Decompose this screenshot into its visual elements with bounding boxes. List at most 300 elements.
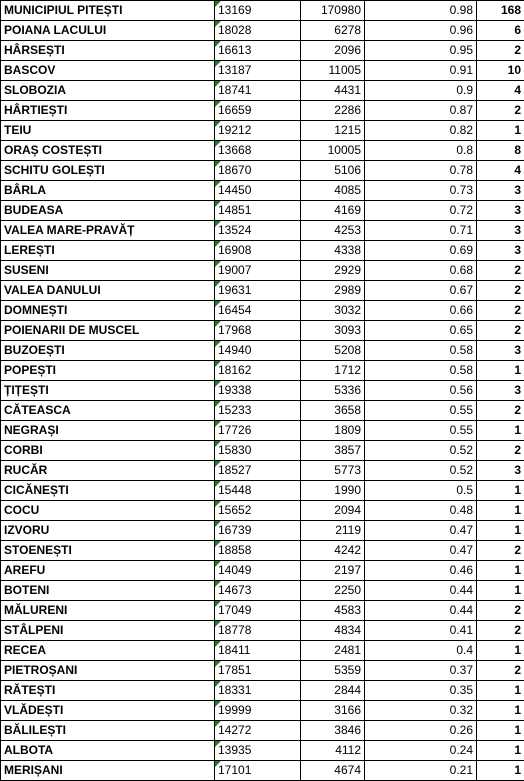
cell-code[interactable] (215, 21, 301, 41)
cell-population[interactable] (301, 321, 365, 341)
cell-count[interactable] (477, 201, 524, 221)
cell-code[interactable] (215, 1, 301, 21)
table-row (1, 681, 524, 701)
cell-name[interactable] (1, 21, 215, 41)
cell-count[interactable] (477, 461, 524, 481)
cell-code[interactable] (215, 761, 301, 781)
table-row (1, 61, 524, 81)
cell-name[interactable] (1, 261, 215, 281)
table-row (1, 561, 524, 581)
cell-population[interactable] (301, 41, 365, 61)
cell-population[interactable] (301, 61, 365, 81)
cell-code[interactable] (215, 161, 301, 181)
cell-count[interactable] (477, 421, 524, 441)
cell-code[interactable] (215, 721, 301, 741)
cell-count[interactable] (477, 1, 524, 21)
cell-code-text: 19631 (218, 283, 251, 297)
cell-population[interactable] (301, 181, 365, 201)
cell-population[interactable] (301, 601, 365, 621)
cell-count-text: 2 (514, 43, 521, 57)
cell-count[interactable] (477, 601, 524, 621)
green-triangle-icon (215, 21, 221, 27)
cell-name-text: BĂLILEȘTI (4, 723, 66, 737)
table-row (1, 381, 524, 401)
cell-population[interactable] (301, 81, 365, 101)
cell-name[interactable] (1, 601, 215, 621)
cell-ratio[interactable] (365, 61, 477, 81)
cell-name[interactable] (1, 101, 215, 121)
cell-code-text: 16908 (218, 243, 251, 257)
cell-population-text: 3166 (334, 703, 361, 717)
cell-name[interactable] (1, 481, 215, 501)
cell-population[interactable] (301, 501, 365, 521)
cell-code[interactable] (215, 281, 301, 301)
cell-population-text: 5773 (334, 463, 361, 477)
cell-count[interactable] (477, 561, 524, 581)
cell-count[interactable] (477, 81, 524, 101)
cell-name[interactable] (1, 621, 215, 641)
cell-name[interactable] (1, 381, 215, 401)
cell-population[interactable] (301, 421, 365, 441)
cell-count[interactable] (477, 121, 524, 141)
table-row (1, 21, 524, 41)
cell-population[interactable] (301, 461, 365, 481)
cell-ratio[interactable] (365, 101, 477, 121)
cell-population[interactable] (301, 301, 365, 321)
green-triangle-icon (215, 481, 221, 487)
cell-code[interactable] (215, 601, 301, 621)
cell-name[interactable] (1, 701, 215, 721)
cell-name[interactable] (1, 741, 215, 761)
cell-count[interactable] (477, 141, 524, 161)
cell-population[interactable] (301, 701, 365, 721)
cell-count[interactable] (477, 481, 524, 501)
cell-count[interactable] (477, 281, 524, 301)
cell-count[interactable] (477, 61, 524, 81)
cell-ratio[interactable] (365, 381, 477, 401)
cell-code[interactable] (215, 501, 301, 521)
cell-code[interactable] (215, 121, 301, 141)
cell-count[interactable] (477, 721, 524, 741)
table-row (1, 521, 524, 541)
cell-population[interactable] (301, 201, 365, 221)
table-row (1, 581, 524, 601)
cell-code[interactable] (215, 221, 301, 241)
cell-population[interactable] (301, 521, 365, 541)
cell-code[interactable] (215, 141, 301, 161)
cell-count-text: 1 (514, 703, 521, 717)
cell-code[interactable] (215, 441, 301, 461)
cell-ratio[interactable] (365, 201, 477, 221)
cell-code[interactable] (215, 261, 301, 281)
cell-code[interactable] (215, 701, 301, 721)
green-triangle-icon (215, 761, 221, 767)
cell-name[interactable] (1, 521, 215, 541)
cell-code-text: 13668 (218, 143, 251, 157)
cell-ratio[interactable] (365, 21, 477, 41)
cell-population[interactable] (301, 541, 365, 561)
cell-population[interactable] (301, 241, 365, 261)
cell-code[interactable] (215, 461, 301, 481)
cell-population[interactable] (301, 561, 365, 581)
green-triangle-icon (215, 121, 221, 127)
cell-ratio-text: 0.91 (450, 63, 473, 77)
cell-population[interactable] (301, 141, 365, 161)
green-triangle-icon (215, 81, 221, 87)
cell-ratio-text: 0.47 (450, 523, 473, 537)
cell-name-text: BUDEASA (4, 203, 63, 217)
cell-population-text: 2250 (334, 583, 361, 597)
cell-code-text: 18858 (218, 543, 251, 557)
cell-ratio[interactable] (365, 701, 477, 721)
cell-ratio-text: 0.24 (450, 743, 473, 757)
cell-name[interactable] (1, 61, 215, 81)
cell-ratio-text: 0.96 (450, 23, 473, 37)
cell-population-text: 3857 (334, 443, 361, 457)
cell-ratio[interactable] (365, 541, 477, 561)
cell-count-text: 2 (514, 103, 521, 117)
cell-name-text: LEREȘTI (4, 243, 55, 257)
cell-count[interactable] (477, 341, 524, 361)
cell-count[interactable] (477, 21, 524, 41)
cell-count[interactable] (477, 581, 524, 601)
cell-ratio[interactable] (365, 341, 477, 361)
cell-name[interactable] (1, 441, 215, 461)
cell-name[interactable] (1, 141, 215, 161)
cell-name[interactable] (1, 421, 215, 441)
cell-code-text: 18670 (218, 163, 251, 177)
cell-ratio[interactable] (365, 581, 477, 601)
cell-code[interactable] (215, 361, 301, 381)
cell-count[interactable] (477, 541, 524, 561)
cell-population-text: 10005 (328, 143, 361, 157)
cell-population-text: 4338 (334, 243, 361, 257)
cell-ratio[interactable] (365, 761, 477, 781)
cell-count-text: 2 (514, 323, 521, 337)
cell-name[interactable] (1, 121, 215, 141)
cell-count[interactable] (477, 761, 524, 781)
cell-code-text: 15448 (218, 483, 251, 497)
cell-name[interactable] (1, 501, 215, 521)
cell-name[interactable] (1, 81, 215, 101)
cell-population[interactable] (301, 401, 365, 421)
cell-ratio-text: 0.35 (450, 683, 473, 697)
cell-name[interactable] (1, 301, 215, 321)
cell-ratio[interactable] (365, 1, 477, 21)
cell-name[interactable] (1, 281, 215, 301)
cell-code[interactable] (215, 201, 301, 221)
cell-count[interactable] (477, 261, 524, 281)
cell-population[interactable] (301, 361, 365, 381)
cell-population[interactable] (301, 21, 365, 41)
cell-count-text: 4 (514, 163, 521, 177)
cell-ratio[interactable] (365, 181, 477, 201)
green-triangle-icon (215, 661, 221, 667)
green-triangle-icon (215, 681, 221, 687)
cell-ratio[interactable] (365, 621, 477, 641)
cell-population[interactable] (301, 761, 365, 781)
cell-population[interactable] (301, 661, 365, 681)
cell-code-text: 18411 (218, 643, 250, 657)
cell-ratio[interactable] (365, 661, 477, 681)
cell-code[interactable] (215, 181, 301, 201)
cell-code[interactable] (215, 41, 301, 61)
cell-population-text: 2989 (334, 283, 361, 297)
cell-name[interactable] (1, 401, 215, 421)
cell-ratio-text: 0.95 (450, 43, 473, 57)
cell-population[interactable] (301, 621, 365, 641)
cell-population-text: 11005 (329, 63, 361, 77)
cell-count[interactable] (477, 401, 524, 421)
cell-name[interactable] (1, 181, 215, 201)
cell-code[interactable] (215, 481, 301, 501)
cell-name-text: NEGRAȘI (4, 423, 59, 437)
cell-population[interactable] (301, 441, 365, 461)
cell-population[interactable] (301, 221, 365, 241)
cell-ratio[interactable] (365, 521, 477, 541)
green-triangle-icon (215, 561, 221, 567)
green-triangle-icon (215, 601, 221, 607)
cell-population[interactable] (301, 481, 365, 501)
cell-code-text: 18331 (218, 683, 251, 697)
cell-count[interactable] (477, 161, 524, 181)
cell-count-text: 10 (508, 63, 521, 77)
cell-code[interactable] (215, 341, 301, 361)
cell-population[interactable] (301, 741, 365, 761)
table-row (1, 641, 524, 661)
cell-count-text: 2 (514, 303, 521, 317)
cell-population-text: 5359 (334, 663, 361, 677)
green-triangle-icon (215, 741, 221, 747)
table-row (1, 241, 524, 261)
cell-population[interactable] (301, 721, 365, 741)
cell-name-text: BÂRLA (4, 183, 46, 197)
cell-count[interactable] (477, 501, 524, 521)
cell-population[interactable] (301, 121, 365, 141)
cell-count-text: 168 (501, 3, 521, 17)
cell-count[interactable] (477, 661, 524, 681)
cell-ratio[interactable] (365, 221, 477, 241)
cell-name[interactable] (1, 641, 215, 661)
cell-ratio[interactable] (365, 741, 477, 761)
cell-name[interactable] (1, 241, 215, 261)
cell-population[interactable] (301, 341, 365, 361)
cell-code[interactable] (215, 661, 301, 681)
cell-population-text: 2119 (335, 523, 361, 537)
cell-population-text: 4253 (334, 223, 361, 237)
cell-code-text: 15652 (218, 503, 251, 517)
cell-count-text: 2 (514, 403, 521, 417)
cell-code-text: 17726 (218, 423, 251, 437)
table-row (1, 1, 524, 21)
green-triangle-icon (215, 141, 221, 147)
table-row (1, 181, 524, 201)
cell-code[interactable] (215, 561, 301, 581)
cell-ratio-text: 0.98 (450, 3, 473, 17)
green-triangle-icon (215, 541, 221, 547)
cell-count[interactable] (477, 41, 524, 61)
cell-name[interactable] (1, 541, 215, 561)
cell-name[interactable] (1, 721, 215, 741)
cell-code[interactable] (215, 241, 301, 261)
cell-code-text: 17049 (218, 603, 251, 617)
cell-name[interactable] (1, 41, 215, 61)
cell-ratio[interactable] (365, 641, 477, 661)
cell-count[interactable] (477, 621, 524, 641)
cell-name[interactable] (1, 661, 215, 681)
cell-ratio[interactable] (365, 681, 477, 701)
table-row (1, 321, 524, 341)
table-row (1, 621, 524, 641)
cell-ratio[interactable] (365, 401, 477, 421)
green-triangle-icon (215, 401, 221, 407)
cell-ratio[interactable] (365, 301, 477, 321)
cell-name[interactable] (1, 221, 215, 241)
cell-ratio[interactable] (365, 41, 477, 61)
cell-code[interactable] (215, 61, 301, 81)
cell-code[interactable] (215, 101, 301, 121)
cell-population-text: 2844 (334, 683, 361, 697)
cell-ratio-text: 0.78 (450, 163, 473, 177)
cell-count-text: 2 (514, 623, 521, 637)
cell-ratio-text: 0.32 (450, 703, 473, 717)
cell-ratio[interactable] (365, 281, 477, 301)
cell-code[interactable] (215, 541, 301, 561)
cell-ratio[interactable] (365, 261, 477, 281)
cell-population[interactable] (301, 1, 365, 21)
cell-population[interactable] (301, 641, 365, 661)
cell-count[interactable] (477, 181, 524, 201)
cell-ratio[interactable] (365, 441, 477, 461)
cell-name-text: SCHITU GOLEȘTI (4, 163, 105, 177)
cell-ratio[interactable] (365, 721, 477, 741)
cell-population-text: 2481 (334, 643, 361, 657)
cell-name[interactable] (1, 161, 215, 181)
cell-name[interactable] (1, 341, 215, 361)
table-row (1, 121, 524, 141)
cell-count[interactable] (477, 641, 524, 661)
cell-count-text: 1 (514, 723, 521, 737)
cell-name[interactable] (1, 321, 215, 341)
cell-name[interactable] (1, 581, 215, 601)
cell-population-text: 1712 (334, 363, 361, 377)
cell-ratio[interactable] (365, 421, 477, 441)
cell-code[interactable] (215, 381, 301, 401)
cell-code[interactable] (215, 81, 301, 101)
cell-ratio[interactable] (365, 481, 477, 501)
cell-name[interactable] (1, 561, 215, 581)
green-triangle-icon (215, 341, 221, 347)
cell-ratio[interactable] (365, 141, 477, 161)
cell-population-text: 3032 (334, 303, 361, 317)
cell-ratio[interactable] (365, 461, 477, 481)
cell-name[interactable] (1, 461, 215, 481)
cell-code[interactable] (215, 641, 301, 661)
green-triangle-icon (215, 441, 221, 447)
cell-code-text: 18162 (218, 363, 251, 377)
cell-code[interactable] (215, 621, 301, 641)
cell-code[interactable] (215, 401, 301, 421)
cell-ratio[interactable] (365, 361, 477, 381)
cell-population[interactable] (301, 101, 365, 121)
cell-count[interactable] (477, 381, 524, 401)
cell-count[interactable] (477, 741, 524, 761)
green-triangle-icon (215, 701, 221, 707)
cell-name[interactable] (1, 681, 215, 701)
cell-population[interactable] (301, 381, 365, 401)
cell-name[interactable] (1, 1, 215, 21)
cell-name-text: VALEA DANULUI (4, 283, 101, 297)
cell-count[interactable] (477, 221, 524, 241)
cell-code[interactable] (215, 741, 301, 761)
cell-ratio-text: 0.8 (456, 143, 473, 157)
cell-ratio-text: 0.47 (450, 543, 473, 557)
cell-name[interactable] (1, 201, 215, 221)
cell-count[interactable] (477, 101, 524, 121)
cell-name-text: STÂLPENI (4, 623, 63, 637)
cell-count[interactable] (477, 681, 524, 701)
cell-name[interactable] (1, 761, 215, 781)
cell-population[interactable] (301, 681, 365, 701)
cell-code[interactable] (215, 581, 301, 601)
cell-population[interactable] (301, 161, 365, 181)
cell-population[interactable] (301, 261, 365, 281)
cell-population[interactable] (301, 281, 365, 301)
cell-count[interactable] (477, 301, 524, 321)
cell-ratio[interactable] (365, 601, 477, 621)
cell-code[interactable] (215, 681, 301, 701)
cell-count[interactable] (477, 241, 524, 261)
cell-population-text: 4112 (335, 743, 361, 757)
cell-ratio-text: 0.5 (456, 483, 473, 497)
cell-population[interactable] (301, 581, 365, 601)
cell-ratio[interactable] (365, 561, 477, 581)
cell-ratio-text: 0.65 (450, 323, 473, 337)
green-triangle-icon (215, 641, 221, 647)
cell-count[interactable] (477, 521, 524, 541)
cell-ratio[interactable] (365, 321, 477, 341)
cell-count[interactable] (477, 361, 524, 381)
cell-name[interactable] (1, 361, 215, 381)
cell-ratio[interactable] (365, 241, 477, 261)
cell-count[interactable] (477, 441, 524, 461)
cell-ratio[interactable] (365, 81, 477, 101)
cell-ratio-text: 0.37 (450, 663, 473, 677)
cell-count-text: 2 (514, 603, 521, 617)
cell-population-text: 4242 (334, 543, 361, 557)
cell-count[interactable] (477, 321, 524, 341)
cell-name-text: HÂRSEȘTI (4, 43, 65, 57)
cell-code-text: 19338 (218, 383, 251, 397)
cell-ratio[interactable] (365, 121, 477, 141)
table-row (1, 441, 524, 461)
cell-population-text: 2197 (334, 563, 361, 577)
green-triangle-icon (215, 321, 221, 327)
cell-code[interactable] (215, 301, 301, 321)
table-row (1, 501, 524, 521)
table-row (1, 101, 524, 121)
table-row (1, 461, 524, 481)
cell-count[interactable] (477, 701, 524, 721)
cell-code[interactable] (215, 421, 301, 441)
cell-ratio[interactable] (365, 161, 477, 181)
cell-code-text: 13524 (218, 223, 251, 237)
cell-count-text: 1 (514, 523, 521, 537)
cell-code[interactable] (215, 521, 301, 541)
cell-ratio[interactable] (365, 501, 477, 521)
cell-code[interactable] (215, 321, 301, 341)
table-row (1, 661, 524, 681)
